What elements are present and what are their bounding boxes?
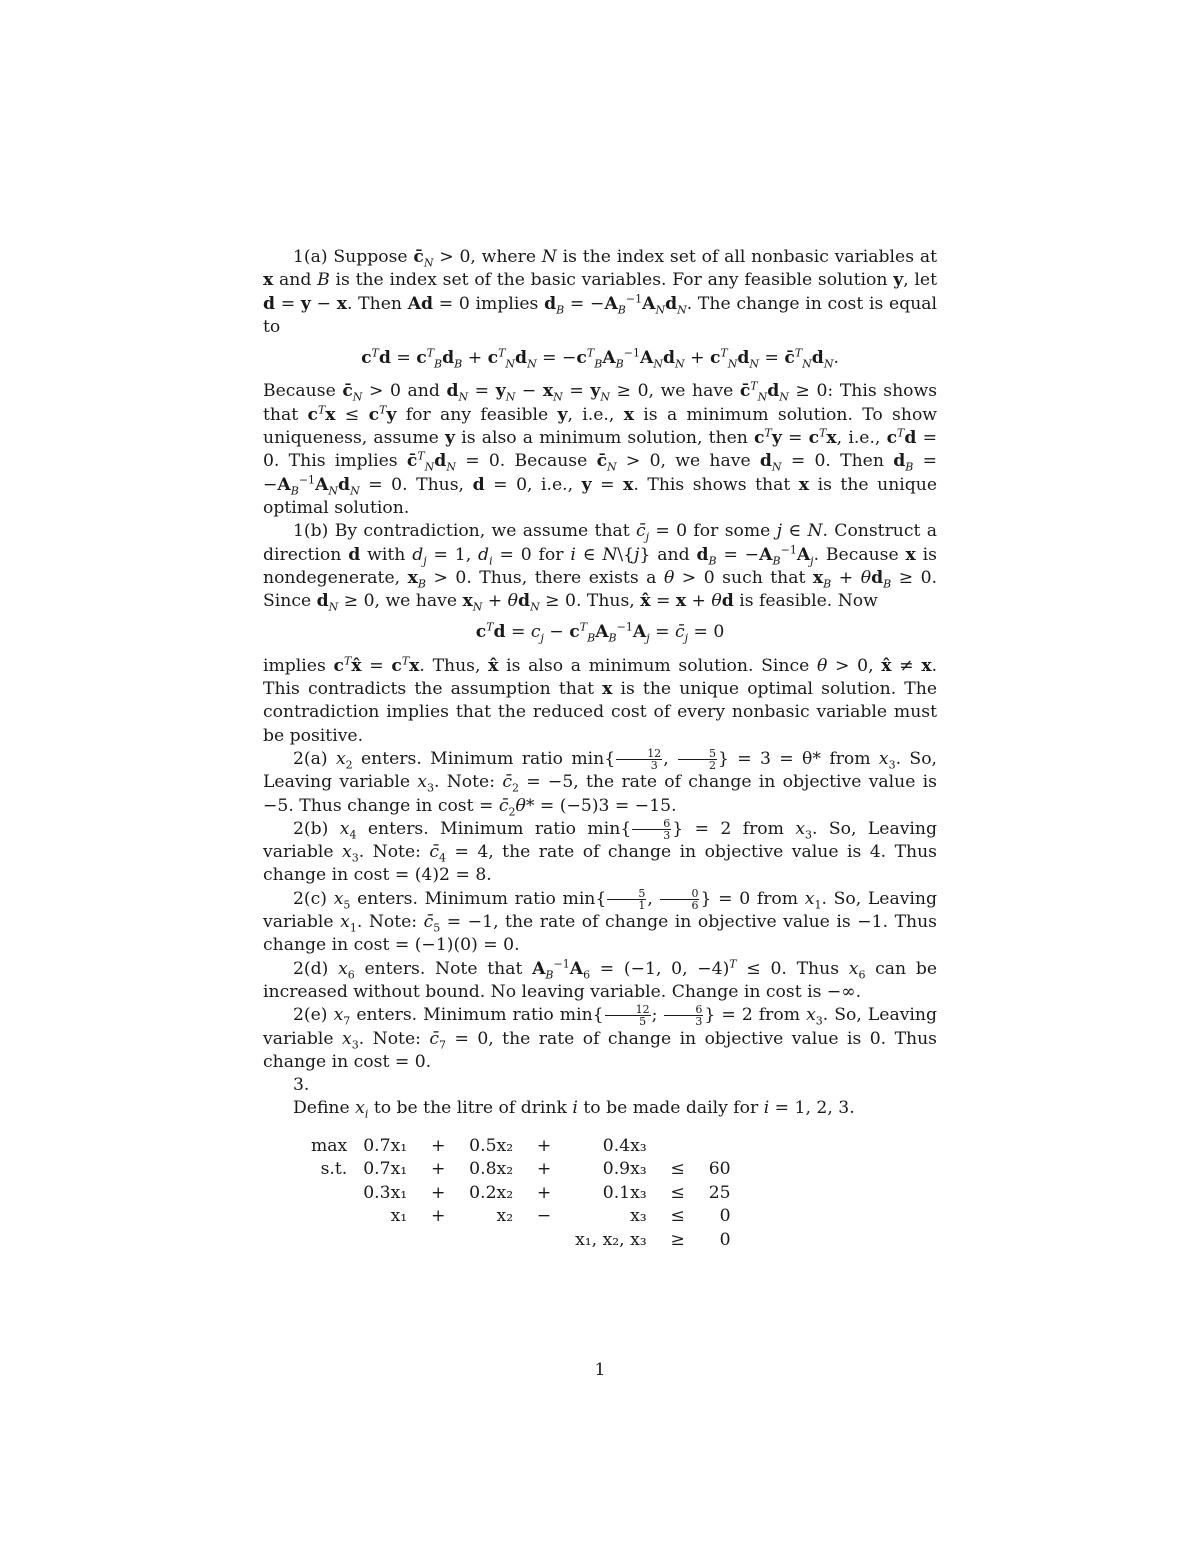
lp-cell: s.t. xyxy=(320,1159,348,1180)
lp-cell xyxy=(303,1205,355,1229)
lp-cell: x₂ xyxy=(496,1206,514,1227)
paragraph-1b-continued: implies $c^Tx̂ = c^Tx$. Thus, x̂ is also a minimum solution. Since θ > 0, x̂ ≠ x. This contradicts the assumption that x is the unique optimal solution. The contradiction implies that the reduced cost of every nonbasic variable must be positive. xyxy=(263,654,938,746)
paragraph-2c: 2(c) $x_5$ enters. Minimum ratio min{ $\frac{5}{1}$ , $\frac{0}{6}$ } = 0 from $x_1$. So, Leaving variable $x_1$. Note: $c̄_5 = -1$, the rate of change in objective value is −1. Thus change in cost = (−1)(0) = 0. xyxy=(263,886,937,956)
lp-cell: 0.7x₁ xyxy=(363,1159,408,1180)
lp-formulation-table xyxy=(303,1135,739,1253)
lp-cell: max xyxy=(311,1135,348,1156)
equation-reduced-cost: $c^Td = c_j - c^T_BA_B^{-1}A_j$ = $c̄_j = 0$ xyxy=(475,620,725,645)
lp-cell: x₃ xyxy=(630,1206,647,1227)
lp-cell: + xyxy=(430,1182,446,1203)
paragraph-2b: 2(b) $x_4$ enters. Minimum ratio min{ $\frac{6}{3}$ } = 2 from $x_3$. So, Leaving variable $x_3$. Note: $c̄_4 = 4$, the rate of change in objective value is 4. Thus change in cost = (4)2 = 8. xyxy=(263,816,937,886)
lp-cell: 0.8x₂ xyxy=(469,1159,514,1180)
lp-cell: 0.7x₁ xyxy=(363,1135,408,1156)
lp-cell xyxy=(655,1135,701,1159)
document-body xyxy=(263,246,937,1252)
lp-row xyxy=(303,1182,739,1206)
lp-cell: ≤ xyxy=(670,1159,685,1180)
lp-cell: + xyxy=(430,1135,446,1156)
lp-cell: + xyxy=(536,1135,552,1156)
lp-cell xyxy=(303,1182,355,1206)
paragraph-3-define: Define $x_i$ to be the litre of drink i to be made daily for i = 1, 2, 3. xyxy=(293,1098,855,1121)
page-number: 1 xyxy=(594,1360,606,1380)
lp-cell: x₁ xyxy=(390,1206,408,1227)
lp-row xyxy=(303,1135,739,1159)
paragraph-2a: 2(a) $x_2$ enters. Minimum ratio min{ $\frac{12}{3}$ , $\frac{5}{2}$ } = 3 = θ* from $x_3$. So, Leaving variable $x_3$. Note: $c̄_2 = -5$, the rate of change in objective value is −5. Thus change in $\cos t = c̄_2\theta* = (-5)3 = -15$. xyxy=(263,746,938,818)
lp-cell: 0.4x₃ xyxy=(602,1135,647,1156)
lp-cell: x₁, x₂, x₃ xyxy=(575,1229,647,1250)
lp-cell: 0.9x₃ xyxy=(602,1159,647,1180)
lp-cell: ≤ xyxy=(670,1182,685,1203)
lp-cell xyxy=(355,1229,415,1253)
lp-cell: 0 xyxy=(719,1206,731,1227)
lp-cell: ≤ xyxy=(670,1206,685,1227)
lp-cell: + xyxy=(536,1159,552,1180)
lp-row xyxy=(303,1158,739,1182)
equation-cost-change: $c^Td = c^T_Bd_B + c^T_Nd_N = -c^T_BA_B^{-1}A_Nd_N + c^T_Nd_N$ = $c̄^T_Nd_N$. xyxy=(361,346,839,371)
lp-cell: 0.1x₃ xyxy=(602,1182,647,1203)
lp-cell xyxy=(701,1135,739,1159)
lp-cell: 0.2x₂ xyxy=(469,1182,514,1203)
lp-cell: 0 xyxy=(719,1229,731,1250)
lp-cell: + xyxy=(430,1206,446,1227)
lp-cell: 25 xyxy=(708,1182,731,1203)
lp-cell xyxy=(415,1229,461,1253)
paragraph-2d: 2(d) $x_6$ enters. Note that $A_B^{-1}A_6 = (-1$, 0, −4)$^T$ ≤ 0. Thus $x_6$ can be increased without bound. No leaving variable. Change in cost is −∞. xyxy=(263,956,937,1002)
lp-cell: 60 xyxy=(708,1159,731,1180)
lp-row xyxy=(303,1229,739,1253)
paragraph-1a: 1(a) Suppose $c̄_N > 0$, where N is the index set of all nonbasic variables at x and B is the index set of the basic variables. For any feasible solution y, let d = y − x. Then Ad = 0 implies $d_B = -A_B^{-1}A_Nd_N$. The change in cost is equal to xyxy=(263,247,938,337)
paragraph-1b: 1(b) By contradiction, we assume that $c̄_j = 0$ for some j ∈ N. Construct a direction d with $d_j = 1$, $d_i = 0$ for i ∈ N\{j} and $d_B = -A_B^{-1}A_j$. Because x is nondegenerate, $x_B > 0$. Thus, there exists a θ > 0 such that $x_B + \theta d_B \ge 0$. Since $d_N \ge 0$, we have $x_N + \theta d_N \ge 0$. Thus, x̂ = x + θd is feasible. Now xyxy=(263,521,938,614)
lp-cell: + xyxy=(536,1182,552,1203)
paragraph-3-label: 3. xyxy=(293,1075,310,1096)
paragraph-1a-continued: Because $c̄_N > 0$ and $d_N = y_N - x_N = y_N \ge 0$, we have $c̄^T_Nd_N \ge 0$: This shows that $c^Tx \le c^Ty$ for any feasible y, i.e., x is a minimum solution. To show uniqueness, assume y is also a minimum solution, then $c^Ty = c^Tx$, i.e., $c^Td = 0$. This implies $c̄^T_Nd_N = 0$. Because $c̄_N > 0$, we have $d_N = 0$. Then $d_B = -A_B^{-1}A_Nd_N = 0$. Thus, d = 0, i.e., y = x. This shows that x is the unique optimal solution. xyxy=(263,379,938,518)
lp-cell xyxy=(303,1229,355,1253)
lp-row xyxy=(303,1205,739,1229)
lp-cell: ≥ xyxy=(670,1229,685,1250)
lp-cell: 0.3x₁ xyxy=(363,1182,408,1203)
paragraph-2e: 2(e) $x_7$ enters. Minimum ratio min{ $\frac{12}{5}$ ; $\frac{6}{3}$ } = 2 from $x_3$. So, Leaving variable $x_3$. Note: $c̄_7 = 0$, the rate of change in objective value is 0. Thus change in cost = 0. xyxy=(263,1003,937,1072)
lp-cell xyxy=(521,1229,567,1253)
lp-cell: − xyxy=(536,1206,552,1227)
lp-cell: 0.5x₂ xyxy=(469,1135,514,1156)
lp-cell: + xyxy=(430,1159,446,1180)
lp-cell xyxy=(461,1229,521,1253)
